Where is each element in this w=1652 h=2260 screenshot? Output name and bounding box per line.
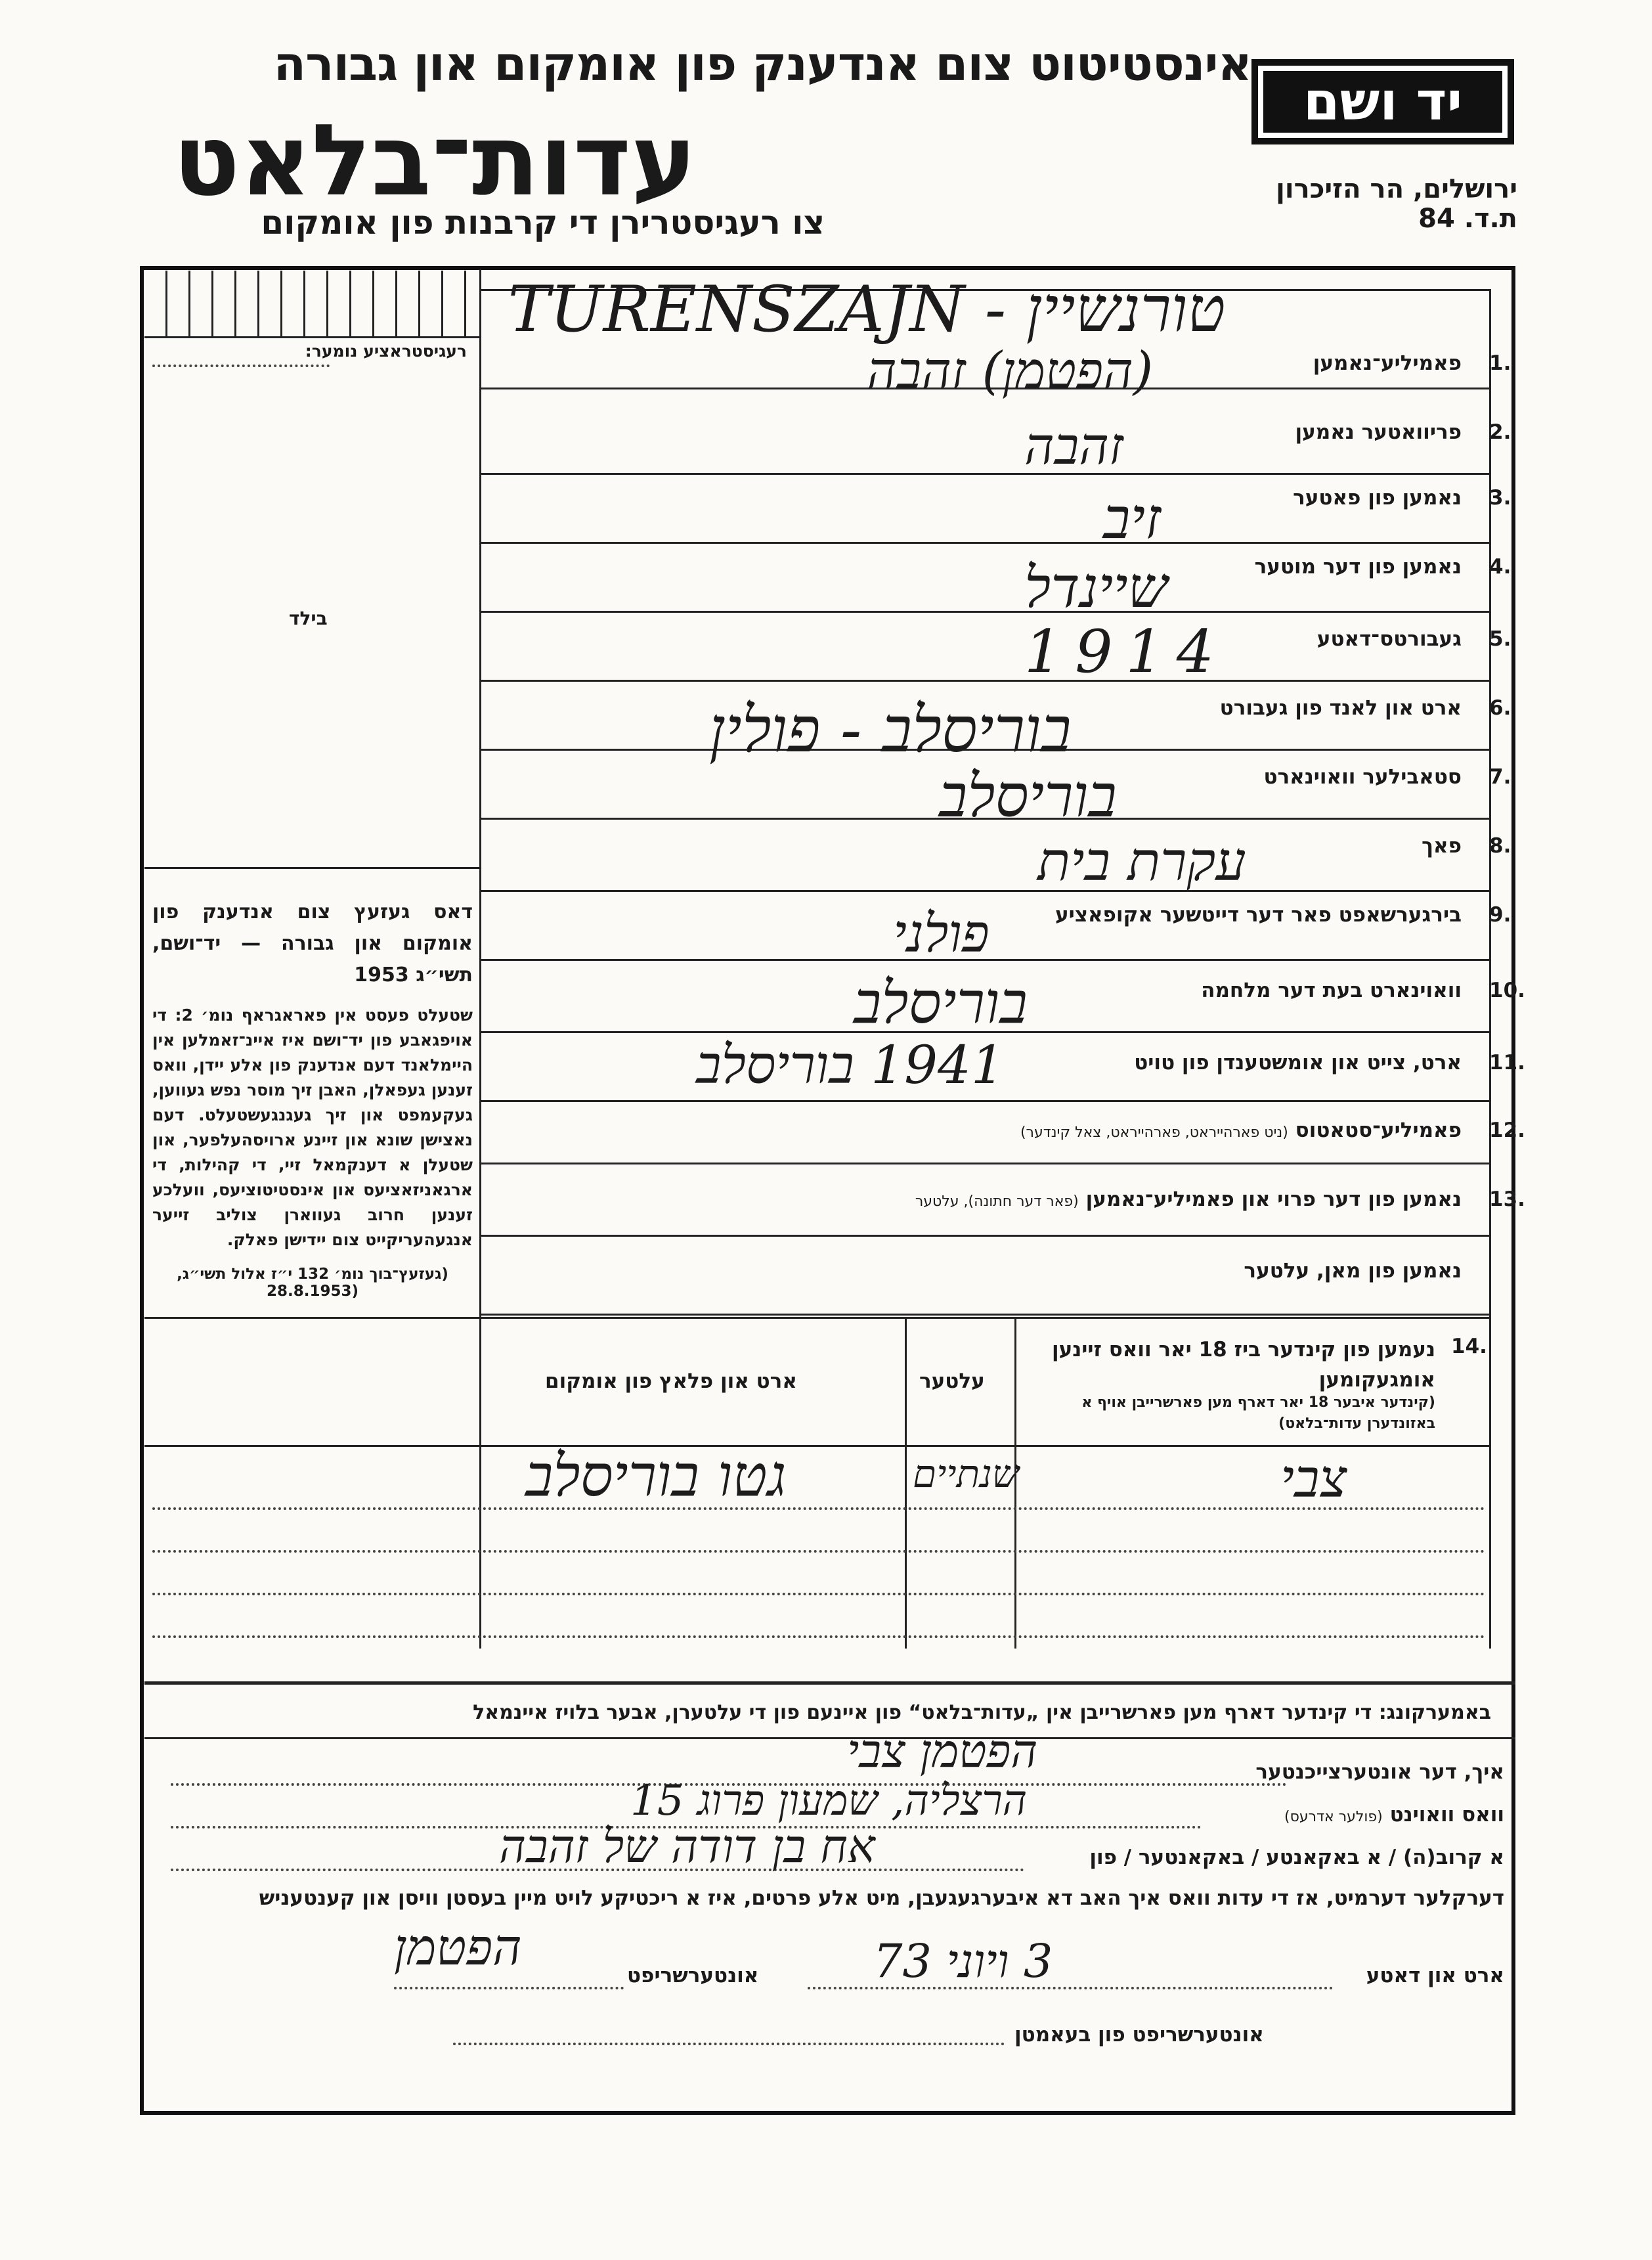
remark-top [144, 1681, 1515, 1685]
official-signature-label: אונטערשריפט פון בעאמטן [1014, 2023, 1264, 2047]
declarant-address-note: (פולער אדרעס) [1284, 1809, 1383, 1825]
declaration-text: דערקלער דערמיט, אז די עדות וואס איך האב דא איבערגעגעבן, מיט אלע פרטים, איז א ריכטיקע לויט מיין בעסטן וויסן און קענטעניש [259, 1886, 1504, 1910]
field-11-line [481, 1100, 1489, 1102]
field-6-value[interactable]: 1914 [1024, 617, 1228, 686]
field-5-number: 5. [1489, 627, 1511, 651]
form-title: עדות־בלאט [173, 104, 697, 218]
children-col-divider-2 [905, 1317, 907, 1649]
field-13-label [915, 1187, 1462, 1211]
field-11-value[interactable]: בוריסלב [854, 969, 1028, 1036]
child-1-place[interactable]: גטו בוריסלב [525, 1442, 787, 1509]
field-2-label: פריוואטער נאמען [1295, 420, 1462, 444]
children-row-line-2 [152, 1550, 1485, 1553]
place-date-label: ארט און דאטע [1366, 1964, 1504, 1987]
field-9-number: 9. [1489, 903, 1511, 927]
child-1-name[interactable]: צבי [1280, 1448, 1347, 1509]
declarant-relation-value[interactable]: אח בן דודה של זהבה [499, 1819, 875, 1873]
law-citation: (געזעץ־בוך נומ׳ 132 י״ז אלול תשי״ג, (28.8.1953 [177, 1266, 448, 1300]
registration-number-line [152, 365, 330, 367]
law-body: שטעלט פעסט אין פאראגראף נומ׳ 2: די אויפגאבע פון יד־ושם איז איינ־זאמלען אין היימלאנד דעם אנדענק פון אלע יידן, וואס זענען געפאלן, האבן זיך מוסר נפש געווען, געקעמפט און זיך געגנגעשטעלט. דעם נאצישן שונא און זיינע ארויסהעלפער, און שטעלן א דענקמאל זיי, די קהילות, די ארגאניזאציעס און אינסטיטוציעס, וועלכע זענען חרוב געווארן צוליב זייער אנגעהעריקייט צום יידישן פאלק. [152, 1006, 473, 1249]
declarant-address-label-text: וואס וואוינט [1389, 1803, 1504, 1827]
children-row-line-3 [152, 1593, 1485, 1595]
field-13-number: 13. [1489, 1187, 1525, 1211]
logo-text: יד ושם [1263, 71, 1502, 133]
field-7-label: סטאבילער וואוינארט [1263, 765, 1462, 789]
field-13-line [481, 1235, 1489, 1237]
field-2-line [481, 473, 1489, 475]
field-12-line [481, 1163, 1489, 1164]
declarant-relation-label: א קרוב(ה) / א באקאנטע / באקאנטער / פון [1089, 1846, 1504, 1869]
law-heading: דאס געזעץ צום אנדענק פון אומקום און גבורה — יד־ושם, תשי״ג 1953 [152, 900, 473, 986]
field-1-number: 1. [1489, 351, 1511, 375]
children-header-bottom [144, 1445, 1489, 1447]
field-3-line [481, 542, 1489, 544]
field-3-value[interactable]: זהבה [1024, 417, 1123, 476]
children-note: (קינדער איבער 18 יאר דארף מען פארשרייבן אויף א באזונדערן עדות־בלאט) [1081, 1394, 1435, 1432]
field-12-note: (ניט פארהייראט, פארהייראט, צאל קינדער) [1020, 1124, 1288, 1141]
official-signature-line [453, 2043, 1005, 2045]
yad-vashem-logo [1251, 59, 1514, 144]
field-2-number: 2. [1489, 420, 1511, 444]
field-7-value[interactable]: בוריסלב - פולין [709, 693, 1072, 766]
address-line-2: ת.ד. 84 [1418, 204, 1517, 234]
remark-bottom [144, 1737, 1515, 1739]
declarant-address-label [1284, 1803, 1504, 1827]
field-9-value[interactable]: עקרת בית [1037, 831, 1246, 893]
field-11-value-2[interactable]: 1941 בוריסלב [696, 1034, 1005, 1096]
field-6-number: 6. [1489, 696, 1511, 720]
field-3-label: נאמען פון פאטער [1293, 486, 1462, 510]
field-5-label: געבורטס־דאטע [1316, 627, 1462, 651]
field-1-value[interactable]: טורנשיין - TURENSZAJN [508, 273, 1226, 346]
field-7-number: 7. [1489, 765, 1511, 789]
declarant-name-value[interactable]: הפטמן צבי [847, 1724, 1038, 1778]
field-8-number: 8. [1489, 834, 1511, 858]
field-10-value[interactable]: פולני [893, 903, 989, 964]
field-8-line [481, 890, 1489, 892]
field-8-label: פאך [1422, 834, 1462, 858]
field-4-label: נאמען פון דער מוטער [1254, 555, 1462, 579]
husband-line [481, 1314, 1489, 1316]
husband-label: נאמען פון מאן, עלטער [1244, 1259, 1462, 1283]
field-5-line [481, 680, 1489, 682]
field-5-value[interactable]: שיינדל [1024, 555, 1168, 621]
signature-value[interactable]: הפטמן [394, 1918, 522, 1976]
field-4-number: 4. [1489, 555, 1511, 579]
field-11-number: 11. [1489, 1051, 1525, 1075]
field-10-number: 10. [1489, 979, 1525, 1002]
children-title: נעמען פון קינדער ביז 18 יאר וואס זיינען אומגעקומען [1051, 1338, 1435, 1392]
field-13-note: (פאר דער חתונה), עלטער [915, 1193, 1079, 1210]
photo-box-bottom [144, 867, 479, 869]
signature-line [394, 1987, 624, 1989]
field-8-value[interactable]: בוריסלב [939, 762, 1117, 831]
children-col-place: ארט און פלאץ פון אומקום [545, 1369, 797, 1393]
field-3-number: 3. [1489, 486, 1511, 510]
photo-label: בילד [289, 608, 328, 629]
field-10-label: וואוינארט בעת דער מלחמה [1201, 979, 1462, 1002]
form-subtitle: צו רעגיסטרירן די קרבנות פון אומקום [261, 204, 825, 242]
field-9-label: בירגערשאפט פאר דער דייטשער אקופאציע [1054, 903, 1462, 927]
children-col-age: עלטער [919, 1369, 985, 1393]
field-12-label-text: פאמיליע־סטאטוס [1295, 1119, 1462, 1142]
declarant-address-value[interactable]: הרצליה, שמעון פרוג 15 [630, 1777, 1028, 1825]
remark-text: באמערקונג: די קינדער דארף מען פארשרייבן אין „עדות־בלאט“ פון איינעם פון די עלטערן, אבער בלויז איינמאל [473, 1701, 1491, 1724]
field-12-number: 12. [1489, 1119, 1525, 1142]
address-line-1: ירושלים, הר הזיכרון [1276, 174, 1517, 204]
declarant-name-label: איך, דער אונטערצייכנטער [1255, 1760, 1504, 1784]
signature-label: אונטערשריפט [627, 1964, 759, 1987]
field-4-value[interactable]: זיב [1103, 486, 1161, 552]
field-13-label-text: נאמען פון דער פרוי און פאמיליע־נאמען [1085, 1187, 1462, 1211]
field-6-label: ארט און לאנד פון געבורט [1219, 696, 1462, 720]
field-2-value[interactable]: (הפטמן) זהבה [867, 342, 1154, 401]
children-table-top [144, 1317, 1489, 1319]
children-number: 14. [1451, 1335, 1487, 1358]
law-text-block [152, 897, 473, 1312]
registration-number-label: רעגיסטראציע נומער: [305, 342, 467, 361]
children-row-line-4 [152, 1635, 1485, 1638]
field-11-label: ארט, צייט און אומשטענדן פון טויט [1134, 1051, 1462, 1075]
child-1-age[interactable]: שנתיים [913, 1451, 1019, 1496]
registration-box-bottom [144, 336, 479, 338]
registration-number-boxes [144, 271, 478, 336]
field-1-label: פאמיליע־נאמען [1313, 351, 1462, 375]
field-4-line [481, 611, 1489, 613]
institute-title: אינסטיטוט צום אנדענק פון אומקום און גבורה [273, 36, 1251, 91]
children-row-line-1 [152, 1507, 1485, 1510]
field-12-label [1020, 1119, 1462, 1142]
date-value[interactable]: 3 ויוני 73 [873, 1934, 1053, 1988]
